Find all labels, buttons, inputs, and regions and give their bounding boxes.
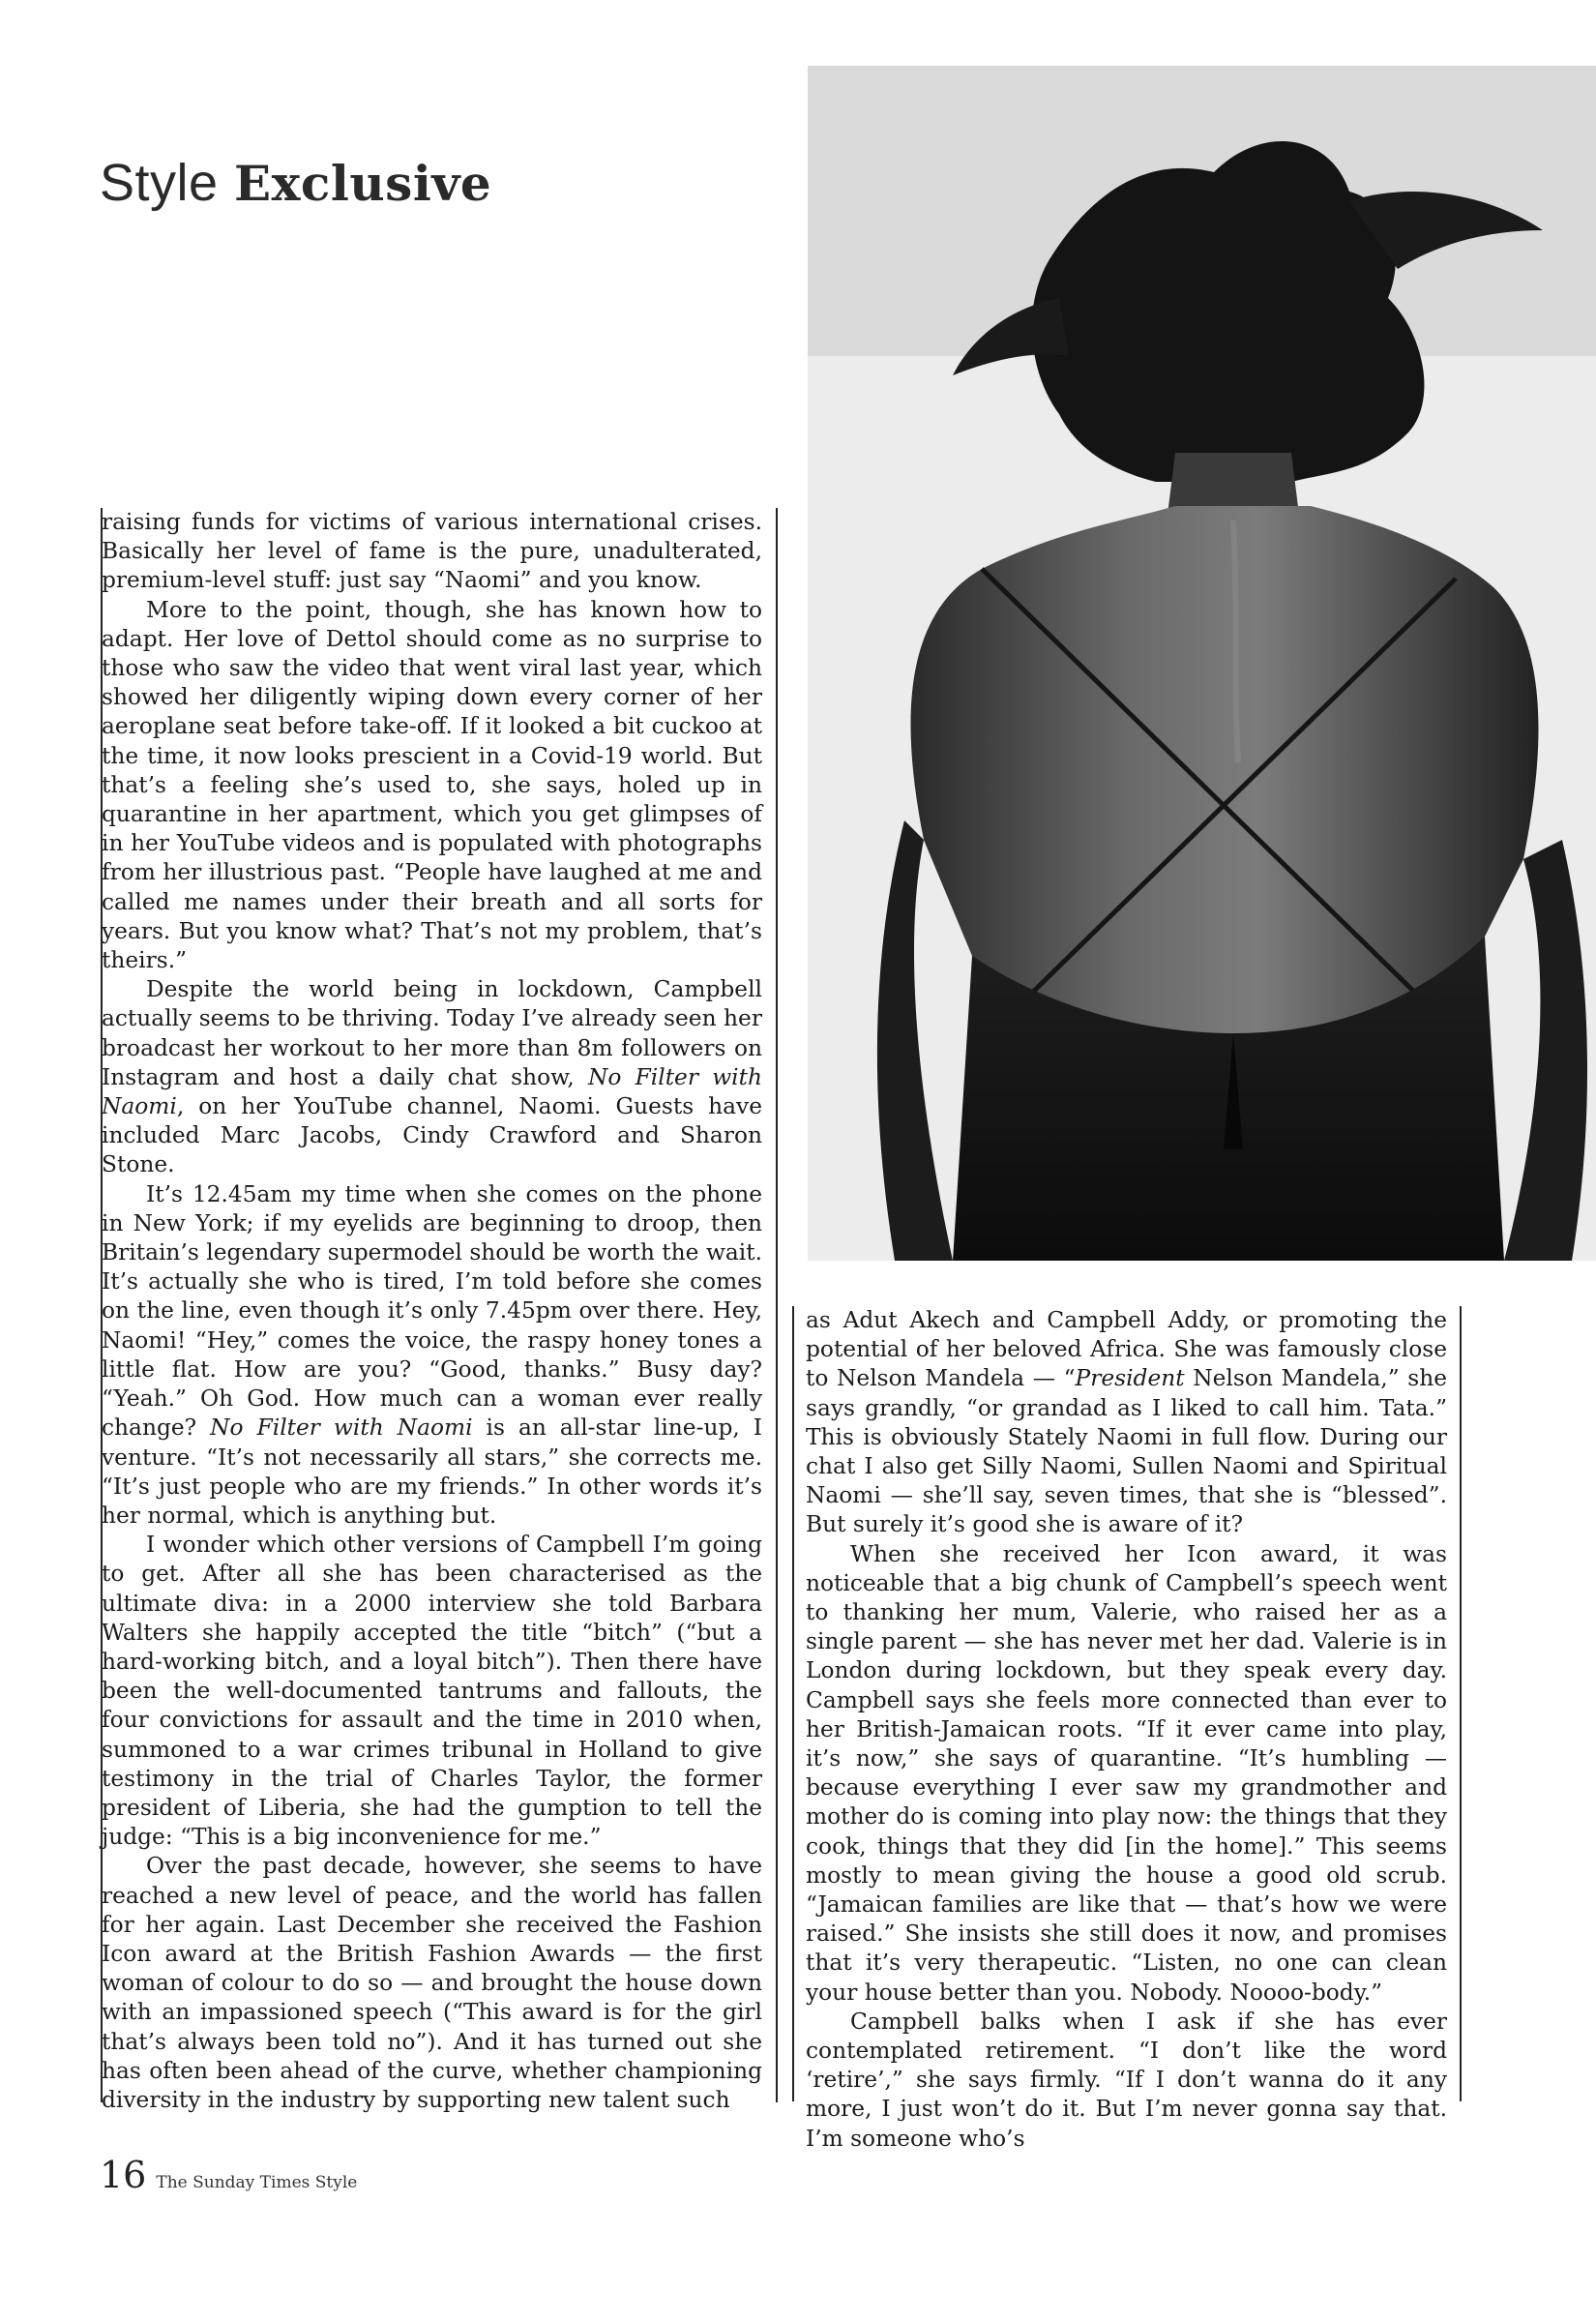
paragraph: Despite the world being in lockdown, Campbell actually seems to be thriving. Today I’ve already seen her broadcast her workout to her more than 8m followers on Instagram and host a daily chat show, No Filter with Naomi, on her YouTube channel, Naomi. Guests have included Marc Jacobs, Cindy Crawford and Sharon Stone. <box>102 976 762 1178</box>
column-rule-left-inner <box>776 508 778 2102</box>
paragraph: When she received her Icon award, it was noticeable that a big chunk of Campbell’s speech went to thanking her mum, Valerie, who raised her as a single parent — she has never met her dad. Valerie is in London during lockdown, but they speak every day. Campbell says she feels more connected than ever to her British-Jamaican roots. “If it ever came into play, it’s now,” she says of quarantine. “It’s humbling — because everything I ever saw my grandmother and mother do is coming into play now: the things that they cook, things that they did [in the home].” This seems mostly to mean giving the house a good old scrub. “Jamaican families are like that — that’s how we were raised.” She insists she still does it now, and promises that it’s very therapeutic. “Listen, no one can clean your house better than you. Nobody. Noooo-body.” <box>806 1540 1447 2006</box>
section-title-light: Style <box>100 154 219 212</box>
article-column-right <box>806 1306 1447 2152</box>
section-title-bold: Exclusive <box>233 155 492 212</box>
publication-name: The Sunday Times Style <box>156 2173 358 2192</box>
page-footer <box>100 2154 357 2196</box>
paragraph: More to the point, though, she has known how to adapt. Her love of Dettol should come as no surprise to those who saw the video that went viral last year, which showed her diligently wiping down every corner of her aeroplane seat before take-off. If it looked a bit cuckoo at the time, it now looks prescient in a Covid-19 world. But that’s a feeling she’s used to, she says, holed up in quarantine in her apartment, which you get glimpses of in her YouTube videos and is populated with photographs from her illustrious past. “People have laughed at me and called me names under their breath and all sorts for years. But you know what? That’s not my problem, that’s theirs.” <box>102 596 762 974</box>
portrait-photo-icon <box>808 66 1596 1261</box>
paragraph: raising funds for victims of various international crises. Basically her level of fame is the pure, unadulterated, premium-level stuff: just say “Naomi” and you know. <box>102 509 762 594</box>
paragraph: Campbell balks when I ask if she has ever contemplated retirement. “I don’t like the word ‘retire’,” she says firmly. “If I don’t wanna do it any more, I just won’t do it. But I’m never gonna say that. I’m someone who’s <box>806 2008 1447 2152</box>
column-rule-right-outer <box>792 1306 794 2101</box>
paragraph: It’s 12.45am my time when she comes on the phone in New York; if my eyelids are beginning to droop, then Britain’s legendary supermodel should be worth the wait. It’s actually she who is tired, I’m told before she comes on the line, even though it’s only 7.45pm over there. Hey, Naomi! “Hey,” comes the voice, the raspy honey tones a little flat. How are you? “Good, thanks.” Busy day? “Yeah.” Oh God. How much can a woman ever really change? No Filter with Naomi is an all-star line-up, I venture. “It’s not necessarily all stars,” she corrects me. “It’s just people who are my friends.” In other words it’s her normal, which is anything but. <box>102 1180 762 1529</box>
portrait-photo <box>808 66 1596 1261</box>
paragraph: as Adut Akech and Campbell Addy, or promoting the potential of her beloved Africa. She was famously close to Nelson Mandela — “President Nelson Mandela,” she says grandly, “or grandad as I liked to call him. Tata.” This is obviously Stately Naomi in full flow. During our chat I also get Silly Naomi, Sullen Naomi and Spiritual Naomi — she’ll say, seven times, that she is “blessed”. But surely it’s good she is aware of it? <box>806 1307 1447 1538</box>
column-rule-right-inner <box>1460 1306 1462 2101</box>
paragraph: Over the past decade, however, she seems to have reached a new level of peace, and the world has fallen for her again. Last December she received the Fashion Icon award at the British Fashion Awards — the first woman of colour to do so — and brought the house down with an impassioned speech (“This award is for the girl that’s always been told no”). And it has turned out she has often been ahead of the curve, whether championing diversity in the industry by supporting new talent such <box>102 1853 762 2113</box>
section-title <box>100 153 491 213</box>
page-number: 16 <box>100 2154 147 2196</box>
article-column-left <box>102 508 762 2113</box>
paragraph: I wonder which other versions of Campbell I’m going to get. After all she has been characterised as the ultimate diva: in a 2000 interview she told Barbara Walters she happily accepted the title “bitch” (“but a hard-working bitch, and a loyal bitch”). Then there have been the well-documented tantrums and fallouts, the four convictions for assault and the time in 2010 when, summoned to a war crimes tribunal in Holland to give testimony in the trial of Charles Taylor, the former president of Liberia, she had the gumption to tell the judge: “This is a big inconvenience for me.” <box>102 1532 762 1851</box>
